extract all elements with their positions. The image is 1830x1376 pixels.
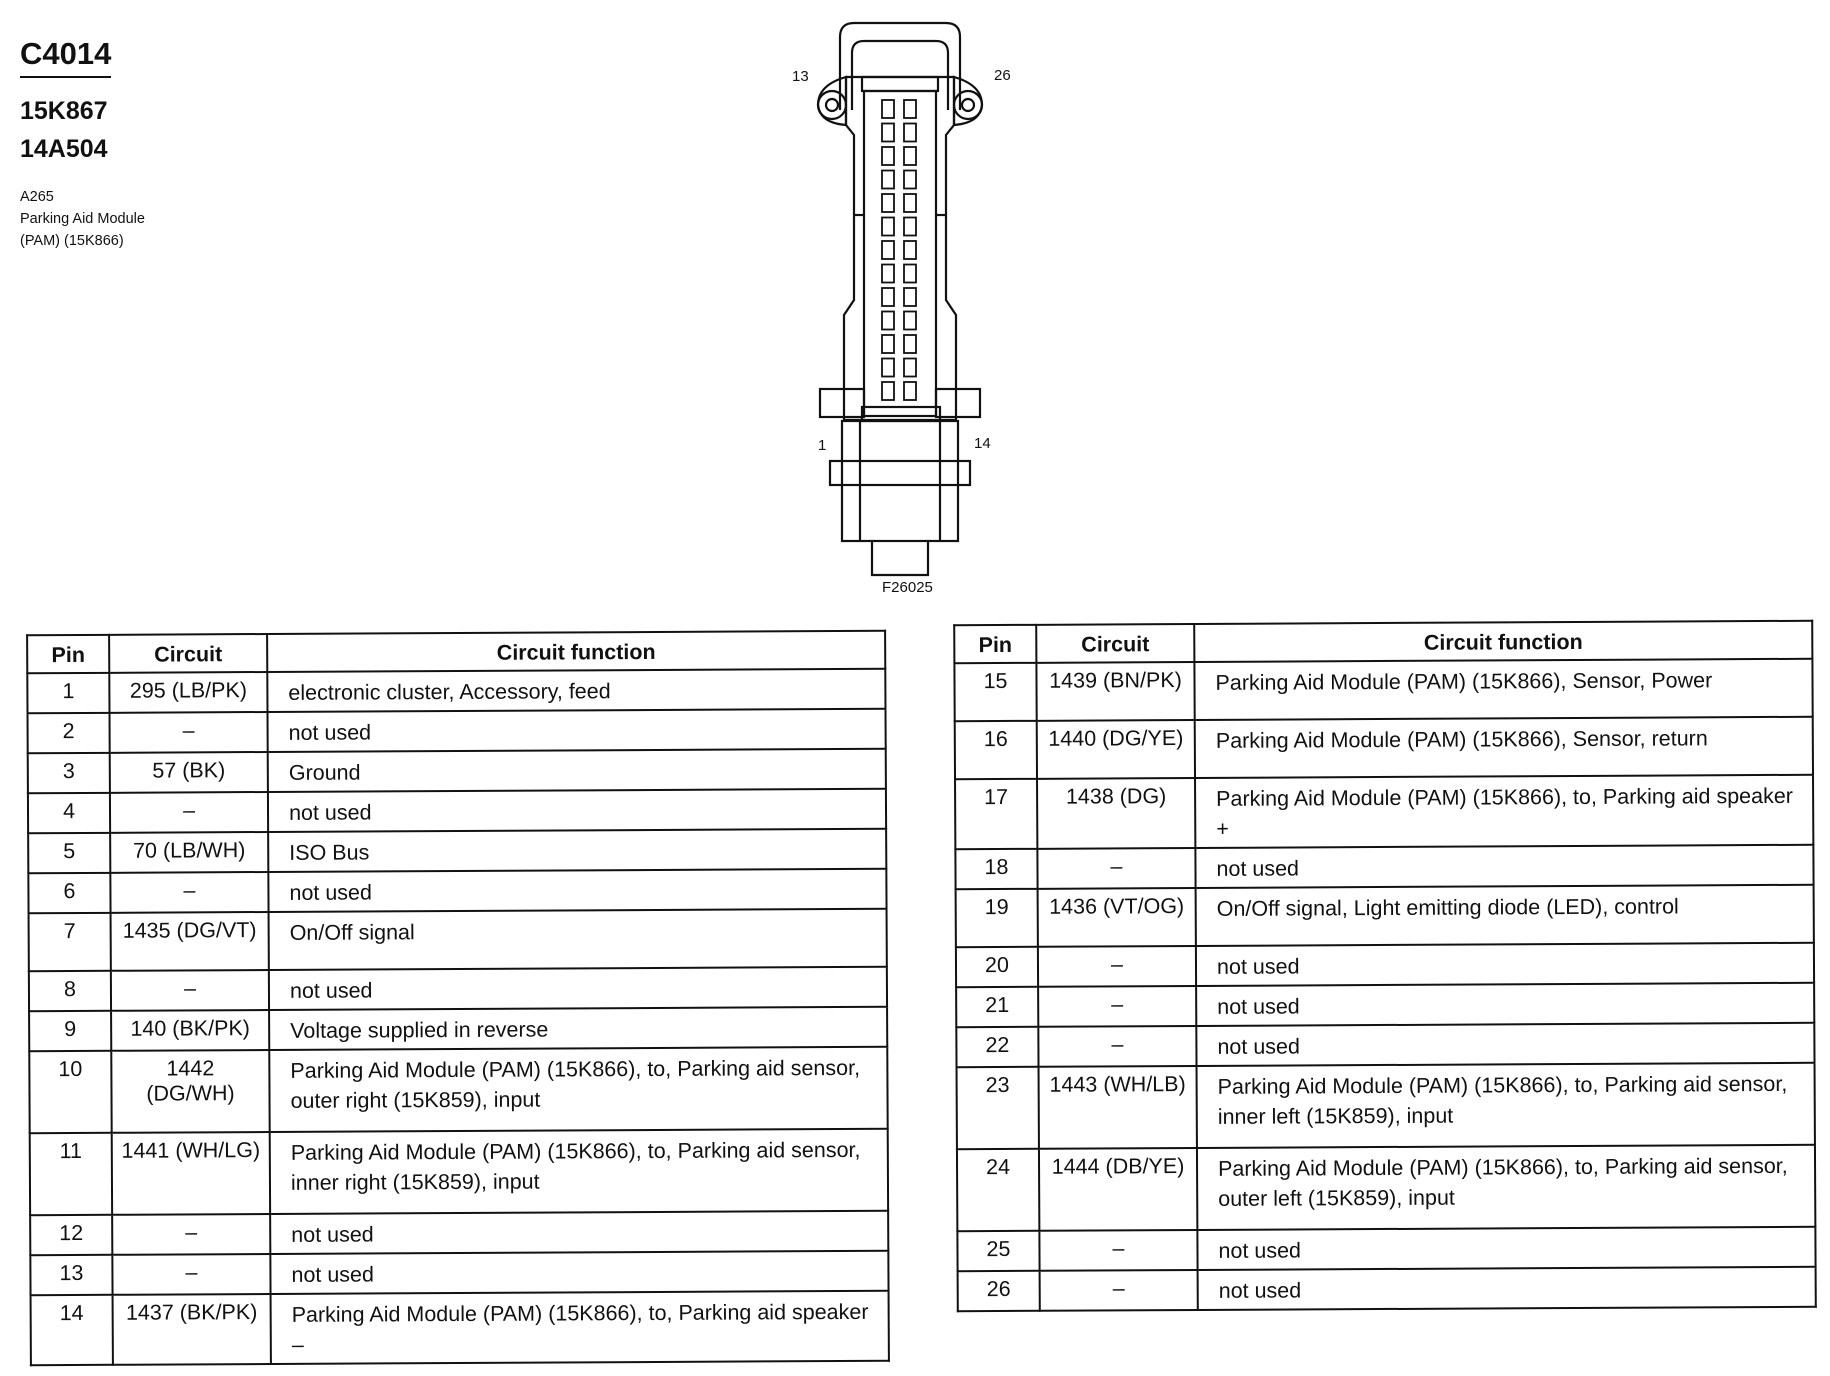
connector-top-rail: [862, 77, 938, 91]
pin-cavity: [904, 124, 916, 142]
pin-number: 13: [30, 1255, 112, 1295]
circuit-function: not used: [268, 789, 886, 832]
table-row: [956, 943, 1814, 987]
circuit-function: Parking Aid Module (PAM) (15K866), to, Parking aid sensor, outer right (15K859), input: [269, 1047, 887, 1132]
pin-cavity: [904, 171, 916, 189]
circuit-code: 70 (LB/WH): [110, 832, 268, 873]
ear-bridge-left: [818, 77, 846, 125]
pin-number: 16: [955, 721, 1037, 779]
connector-header: [20, 36, 145, 252]
pin-number: 12: [30, 1215, 112, 1255]
pin-number: 20: [956, 947, 1038, 987]
circuit-code: –: [110, 712, 268, 753]
header-circuit: Circuit: [109, 634, 267, 673]
pin-number: 22: [956, 1027, 1038, 1067]
pin-cavity-block: [864, 91, 936, 416]
pin-cavity: [882, 288, 894, 306]
table-row: [954, 659, 1812, 721]
circuit-code: –: [1040, 1270, 1198, 1311]
pin-cavity: [904, 335, 916, 353]
pin-number: 19: [956, 889, 1038, 947]
circuit-function: Ground: [268, 749, 886, 792]
pin-cavity: [904, 147, 916, 165]
table-row: [29, 967, 887, 1011]
pin-number: 3: [28, 753, 110, 793]
table-row: [956, 983, 1814, 1027]
table-row: [30, 1211, 888, 1255]
mounting-hole-right: [962, 99, 974, 111]
header-pin: Pin: [27, 635, 109, 673]
circuit-function: not used: [270, 1251, 888, 1294]
pin-cavity: [882, 124, 894, 142]
pin-label-14: 14: [974, 435, 991, 452]
pin-cavity: [904, 218, 916, 236]
table-row: [957, 1063, 1815, 1149]
connector-id: C4014: [20, 36, 111, 78]
circuit-code: –: [1038, 986, 1196, 1027]
connector-latch: [840, 23, 960, 110]
circuit-function: Voltage supplied in reverse: [269, 1007, 887, 1050]
header-pin: Pin: [954, 625, 1036, 663]
circuit-code: –: [111, 970, 269, 1011]
table-row: [28, 789, 886, 833]
table-row: [955, 845, 1813, 889]
pin-cavity: [882, 171, 894, 189]
pin-cavity: [904, 265, 916, 283]
pin-cavity: [882, 218, 894, 236]
circuit-function: On/Off signal, Light emitting diode (LED), control: [1196, 885, 1814, 946]
pin-number: 15: [954, 663, 1036, 721]
table-row: [28, 829, 886, 873]
circuit-code: 1435 (DG/VT): [111, 912, 269, 971]
connector-latch-inner: [852, 41, 948, 110]
pin-number: 17: [955, 779, 1037, 849]
circuit-code: 1441 (WH/LG): [112, 1132, 270, 1215]
table-row: [958, 1267, 1816, 1311]
circuit-function: not used: [267, 709, 885, 752]
flange-right: [936, 389, 980, 417]
table-row: [27, 669, 885, 713]
pin-cavity: [904, 382, 916, 400]
pin-label-13: 13: [792, 68, 809, 85]
pin-number: 14: [31, 1295, 113, 1365]
circuit-code: –: [1037, 848, 1195, 889]
boot-collar: [830, 461, 970, 485]
circuit-function: Parking Aid Module (PAM) (15K866), to, Parking aid sensor, inner left (15K859), input: [1197, 1063, 1815, 1148]
table-row: [29, 1047, 887, 1133]
circuit-code: –: [1038, 1026, 1196, 1067]
circuit-code: –: [110, 792, 268, 833]
pin-number: 26: [958, 1271, 1040, 1311]
circuit-function: not used: [1196, 983, 1814, 1026]
figure-code: F26025: [882, 579, 933, 596]
table-row: [28, 749, 886, 793]
pin-cavity: [904, 288, 916, 306]
module-code: A265: [20, 189, 54, 205]
pin-number: 7: [29, 913, 111, 971]
boot-end: [872, 541, 928, 575]
pin-cavity: [904, 312, 916, 330]
pin-cavity: [882, 335, 894, 353]
pin-label-26: 26: [994, 67, 1011, 84]
circuit-function: ISO Bus: [268, 829, 886, 872]
pin-cavity: [904, 359, 916, 377]
circuit-code: –: [1038, 946, 1196, 987]
pin-number: 10: [29, 1051, 111, 1133]
pin-table-right: [953, 620, 1817, 1312]
pin-table-left: [26, 630, 890, 1366]
pin-cavity: [882, 382, 894, 400]
pin-cavity: [904, 241, 916, 259]
circuit-code: 1436 (VT/OG): [1038, 888, 1196, 947]
connector-face-drawing: [780, 15, 1020, 605]
pin-number: 1: [27, 673, 109, 713]
table-row: [30, 1129, 888, 1215]
connector-body: [844, 77, 956, 420]
table-row: [955, 775, 1813, 849]
circuit-function: Parking Aid Module (PAM) (15K866), to, Parking aid sensor, inner right (15K859), input: [270, 1129, 888, 1214]
pin-cavity: [882, 147, 894, 165]
circuit-function: On/Off signal: [269, 909, 887, 970]
pin-number: 9: [29, 1011, 111, 1051]
module-name-part: (PAM) (15K866): [20, 233, 124, 249]
circuit-code: –: [112, 1214, 270, 1255]
table-row: [28, 709, 886, 753]
table-row: [30, 1251, 888, 1295]
pin-number: 6: [28, 873, 110, 913]
table-row: [956, 885, 1814, 947]
header-function: Circuit function: [1194, 621, 1812, 662]
module-info: [20, 186, 145, 252]
pin-cavity: [882, 312, 894, 330]
circuit-function: electronic cluster, Accessory, feed: [267, 669, 885, 712]
part-number-list: [20, 92, 145, 168]
table-row: [31, 1291, 889, 1365]
part-number: 14A504: [20, 135, 108, 163]
pin-cavity: [882, 265, 894, 283]
circuit-function: not used: [1195, 845, 1813, 888]
part-number: 15K867: [20, 97, 108, 125]
pin-number: 23: [957, 1067, 1039, 1149]
pin-number: 21: [956, 987, 1038, 1027]
circuit-code: –: [112, 1254, 270, 1295]
circuit-function: not used: [270, 1211, 888, 1254]
pin-number: 18: [955, 849, 1037, 889]
pin-number: 2: [28, 713, 110, 753]
module-name: Parking Aid Module: [20, 211, 145, 227]
circuit-code: 1438 (DG): [1037, 778, 1195, 849]
circuit-code: 140 (BK/PK): [111, 1010, 269, 1051]
pin-cavity: [904, 100, 916, 118]
table-row: [29, 909, 887, 971]
pin-cavity: [882, 194, 894, 212]
pin-number: 4: [28, 793, 110, 833]
pin-cavity: [882, 241, 894, 259]
circuit-code: 1442 (DG/WH): [111, 1050, 269, 1133]
mounting-hole-left: [826, 99, 838, 111]
pin-cavities: [882, 100, 916, 400]
ear-bridge-right: [954, 77, 982, 125]
header-circuit: Circuit: [1036, 624, 1194, 663]
circuit-function: not used: [268, 869, 886, 912]
pin-cavity: [904, 194, 916, 212]
pin-cavity: [882, 100, 894, 118]
pin-number: 8: [29, 971, 111, 1011]
pin-cavity: [882, 359, 894, 377]
pin-number: 24: [957, 1149, 1039, 1231]
circuit-function: not used: [1196, 943, 1814, 986]
flange-left: [820, 389, 864, 417]
table-header-row: [954, 621, 1812, 663]
pin-number: 5: [28, 833, 110, 873]
table-row: [955, 717, 1813, 779]
circuit-code: 1437 (BK/PK): [113, 1294, 271, 1365]
circuit-function: Parking Aid Module (PAM) (15K866), to, Parking aid sensor, outer left (15K859), input: [1197, 1145, 1815, 1230]
circuit-code: –: [110, 872, 268, 913]
pin-label-1: 1: [818, 437, 827, 454]
circuit-code: 1443 (WH/LB): [1039, 1066, 1197, 1149]
circuit-code: 1439 (BN/PK): [1036, 662, 1194, 721]
circuit-function: not used: [1198, 1267, 1816, 1310]
table-row: [957, 1227, 1815, 1271]
circuit-code: 295 (LB/PK): [109, 672, 267, 713]
circuit-function: Parking Aid Module (PAM) (15K866), Sensor, Power: [1194, 659, 1812, 720]
table-row: [957, 1145, 1815, 1231]
circuit-code: –: [1039, 1230, 1197, 1271]
table-row: [28, 869, 886, 913]
pin-number: 11: [30, 1133, 112, 1215]
circuit-function: not used: [1196, 1023, 1814, 1066]
table-row: [29, 1007, 887, 1051]
circuit-function: not used: [1197, 1227, 1815, 1270]
pin-number: 25: [957, 1231, 1039, 1271]
connector-face-diagram: [780, 15, 1020, 605]
table-row: [956, 1023, 1814, 1067]
circuit-function: Parking Aid Module (PAM) (15K866), to, Parking aid speaker –: [271, 1291, 889, 1364]
circuit-code: 57 (BK): [110, 752, 268, 793]
circuit-function: Parking Aid Module (PAM) (15K866), Sensor, return: [1195, 717, 1813, 778]
table-header-row: [27, 631, 885, 673]
header-function: Circuit function: [267, 631, 885, 672]
circuit-code: 1444 (DB/YE): [1039, 1148, 1197, 1231]
circuit-code: 1440 (DG/YE): [1037, 720, 1195, 779]
circuit-function: Parking Aid Module (PAM) (15K866), to, Parking aid speaker +: [1195, 775, 1813, 848]
circuit-function: not used: [269, 967, 887, 1010]
